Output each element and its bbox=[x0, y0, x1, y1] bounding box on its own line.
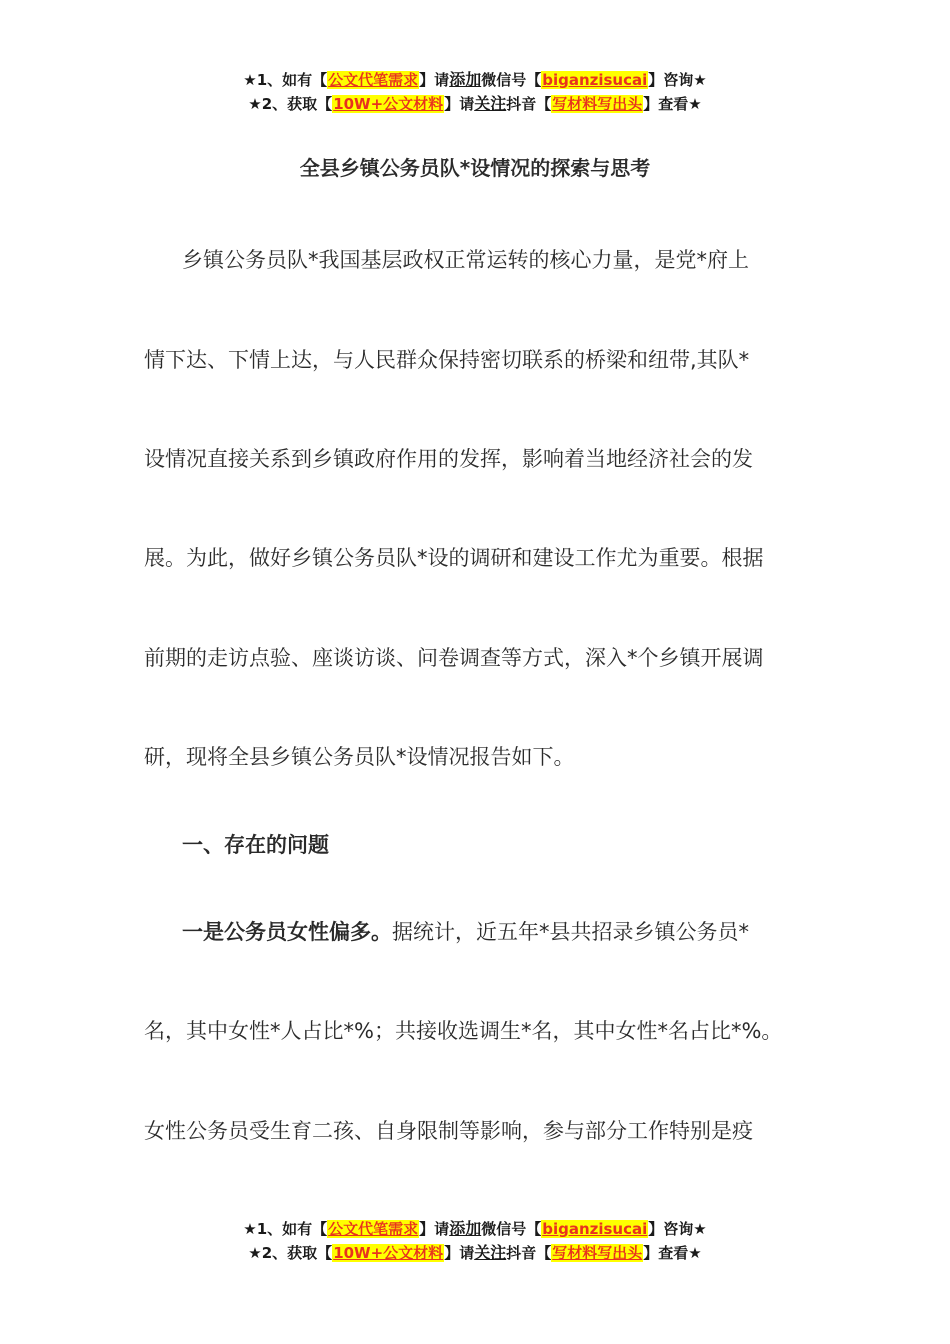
document-title: 全县乡镇公务员队*设情况的探索与思考 bbox=[299, 156, 651, 180]
promo-wechat-id: biganzisucai bbox=[542, 71, 648, 89]
paragraph-line: 设情况直接关系到乡镇政府作用的发挥，影响着当地经济社会的发 bbox=[144, 447, 753, 471]
promo-douyin-id: 写材料写出头 bbox=[552, 1244, 643, 1262]
promo-highlight: 10W+公文材料 bbox=[333, 95, 444, 113]
promo-banner-bottom bbox=[0, 1217, 950, 1265]
promo-text: 】查看★ bbox=[643, 95, 702, 113]
paragraph-line: 乡镇公务员队*我国基层政权正常运转的核心力量，是党*府上 bbox=[182, 248, 749, 272]
promo-highlight: 公文代笔需求 bbox=[328, 71, 419, 89]
promo-text: 抖音【 bbox=[506, 1244, 552, 1262]
promo-line-2 bbox=[0, 1241, 950, 1265]
paragraph-line: 情下达、下情上达，与人民群众保持密切联系的桥梁和纽带,其队* bbox=[144, 348, 750, 372]
promo-highlight: 公文代笔需求 bbox=[328, 1220, 419, 1238]
promo-text: 微信号【 bbox=[481, 71, 542, 89]
paragraph-line: 女性公务员受生育二孩、自身限制等影响，参与部分工作特别是疫 bbox=[144, 1119, 753, 1143]
promo-wechat-id: biganzisucai bbox=[542, 1220, 648, 1238]
promo-emphasis: 关注 bbox=[474, 94, 507, 113]
promo-line-1 bbox=[0, 1217, 950, 1241]
promo-text: 】查看★ bbox=[643, 1244, 702, 1262]
promo-line-2 bbox=[0, 92, 950, 116]
promo-text: 】请 bbox=[444, 95, 475, 113]
paragraph-line: 展。为此，做好乡镇公务员队*设的调研和建设工作尤为重要。根据 bbox=[144, 546, 764, 570]
promo-banner-top bbox=[0, 68, 950, 116]
promo-text: ★2、获取【 bbox=[248, 95, 333, 113]
promo-text: 】咨询★ bbox=[648, 1220, 707, 1238]
promo-douyin-id: 写材料写出头 bbox=[552, 95, 643, 113]
promo-emphasis: 添加 bbox=[449, 1219, 482, 1238]
promo-text: ★1、如有【 bbox=[243, 71, 328, 89]
point-text: 据统计，近五年*县共招录乡镇公务员* bbox=[392, 920, 749, 944]
point-lead: 一是公务员女性偏多。 bbox=[182, 920, 392, 944]
paragraph-line: 研，现将全县乡镇公务员队*设情况报告如下。 bbox=[144, 745, 575, 769]
promo-text: ★1、如有【 bbox=[243, 1220, 328, 1238]
promo-text: 抖音【 bbox=[506, 95, 552, 113]
section-heading: 一、存在的问题 bbox=[182, 833, 329, 857]
promo-text: 微信号【 bbox=[481, 1220, 542, 1238]
promo-text: 】请 bbox=[444, 1244, 475, 1262]
promo-emphasis: 添加 bbox=[449, 70, 482, 89]
promo-line-1 bbox=[0, 68, 950, 92]
promo-text: 】咨询★ bbox=[648, 71, 707, 89]
promo-highlight: 10W+公文材料 bbox=[333, 1244, 444, 1262]
point-line bbox=[182, 916, 749, 948]
paragraph-line: 名，其中女性*人占比*%；共接收选调生*名，其中女性*名占比*%。 bbox=[144, 1019, 783, 1043]
paragraph-line: 前期的走访点验、座谈访谈、问卷调查等方式，深入*个乡镇开展调 bbox=[144, 646, 764, 670]
promo-text: 】请 bbox=[419, 71, 450, 89]
promo-text: 】请 bbox=[419, 1220, 450, 1238]
promo-emphasis: 关注 bbox=[474, 1243, 507, 1262]
promo-text: ★2、获取【 bbox=[248, 1244, 333, 1262]
